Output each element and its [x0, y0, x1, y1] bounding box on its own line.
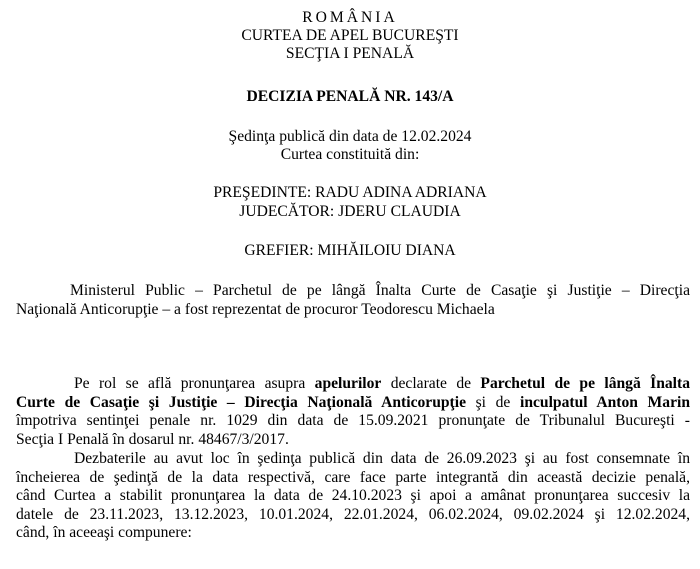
paragraph-line: împotriva sentinţei penale nr. 1029 din data de 15.09.2021 pronunţate de Tribunalul Bucureşti - — [16, 412, 690, 429]
decision-title: DECIZIA PENALĂ NR. 143/A — [246, 88, 454, 105]
paragraph-line: Secţia I Penală în dosarul nr. 48467/3/2017. — [16, 430, 289, 448]
session-info — [0, 128, 700, 164]
prosecutor-paragraph — [16, 282, 690, 319]
bold-text-run: apelurilor — [314, 375, 382, 392]
court-name: CURTEA DE APEL BUCUREŞTI — [241, 27, 459, 44]
session-date: Şedinţa publică din data de 12.02.2024 — [228, 128, 472, 145]
paragraph-line: Dezbaterile au avut loc în şedinţa publică din data de 26.09.2023 şi au fost consemnate în — [74, 450, 690, 467]
paragraph-line: Ministerul Public – Parchetul de pe lângă Înalta Curte de Casaţie şi Justiţie – Direcţia — [70, 282, 690, 299]
debates-paragraph — [16, 450, 690, 543]
paragraph-line: când, în aceeaşi compunere: — [16, 524, 192, 541]
paragraph-line — [16, 394, 690, 413]
appeal-paragraph — [16, 375, 690, 449]
bold-text-run: inculpatul Anton Marin — [519, 393, 690, 411]
court-section: SECŢIA I PENALĂ — [285, 45, 415, 62]
court-composition-intro: Curtea constituită din: — [280, 146, 420, 163]
panel-judge: JUDECĂTOR: JDERU CLAUDIA — [239, 203, 461, 220]
bold-text-run: Parchetul de pe lângă Înalta — [480, 375, 690, 392]
panel-president: PREŞEDINTE: RADU ADINA ADRIANA — [213, 184, 487, 201]
panel-clerk: GREFIER: MIHĂILOIU DIANA — [244, 242, 456, 259]
paragraph-line: datele de 23.11.2023, 13.12.2023, 10.01.2024, 22.01.2024, 06.02.2024, 09.02.2024 şi 12.02.2024, — [16, 505, 690, 523]
text-run: şi de — [466, 393, 520, 411]
country-name: ROMÂNIA — [302, 9, 398, 26]
paragraph-line — [16, 375, 690, 394]
paragraph-line: Naţională Anticorupţie – a fost reprezentat de procuror Teodorescu Michaela — [16, 300, 495, 318]
court-header — [0, 9, 700, 63]
paragraph-line: încheierea de şedinţă de la data respectivă, care face parte integrantă din această decizie penală, — [16, 468, 690, 486]
bold-text-run: Curte de Casaţie şi Justiţie – Direcţia Naţională Anticorupţie — [16, 393, 466, 411]
text-run: declarate de — [381, 375, 481, 392]
judge-panel — [0, 184, 700, 222]
text-run: Pe rol se află pronunţarea asupra — [74, 375, 315, 392]
paragraph-line: când Curtea a stabilit pronunţarea la data de 24.10.2023 şi apoi a amânat pronunţarea succesiv la — [16, 487, 690, 504]
